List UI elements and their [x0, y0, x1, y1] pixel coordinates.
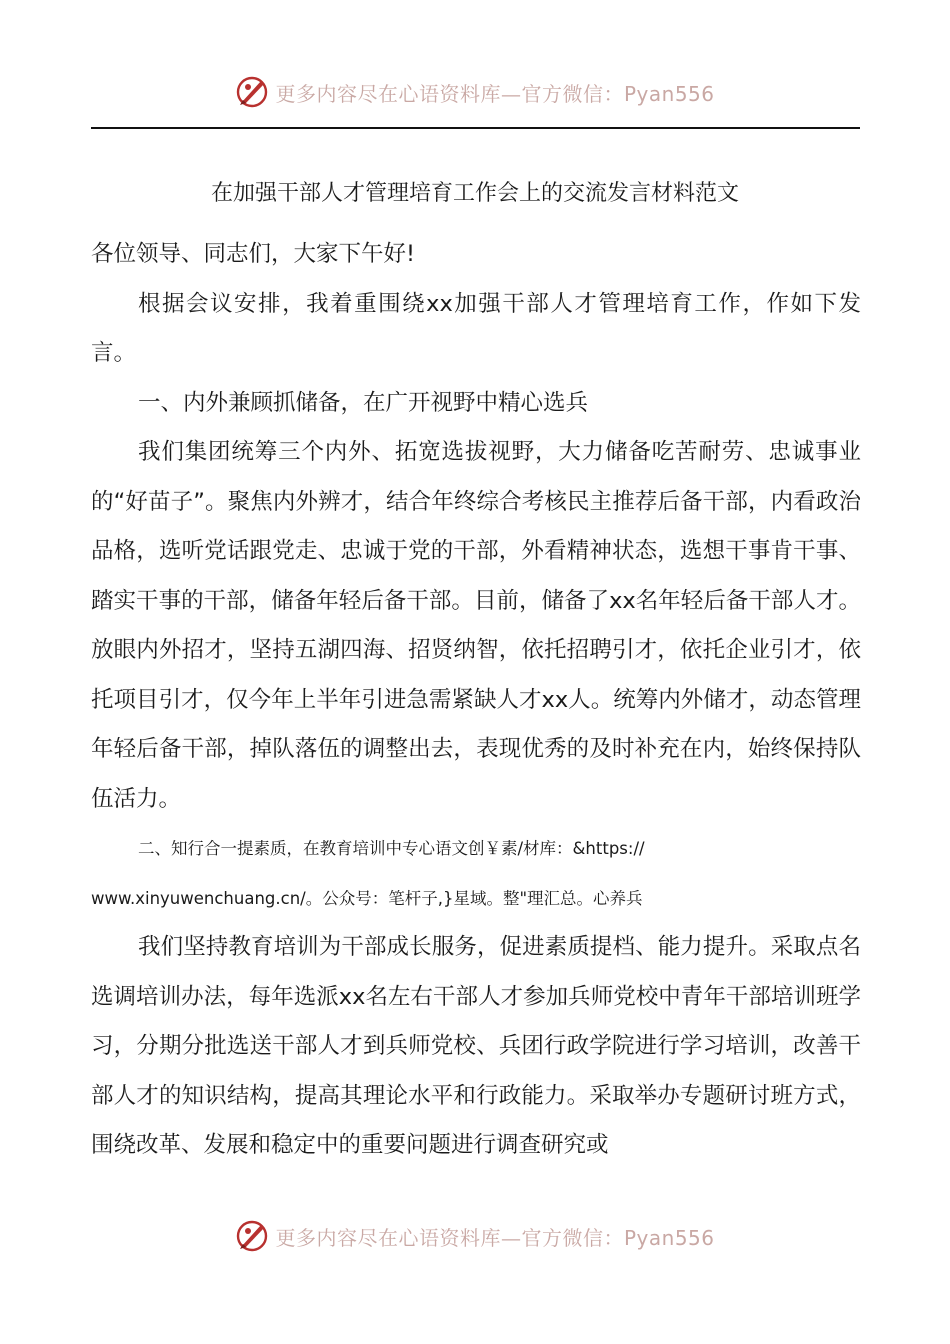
section-2-paragraph: 我们坚持教育培训为干部成长服务，促进素质提档、能力提升。采取点名选调培训办法，每年选派xx名左右干部人才参加兵师党校中青年干部培训班学习，分期分批选送干部人才到兵师党校、兵团行政学院进行学习培训，改善干部人才的知识结构，提高其理论水平和行政能力。采取举办专题研讨班方式，围绕改革、发展和稳定中的重要问题进行调查研究或 [91, 934, 861, 1158]
footer-brand-text [275, 1222, 714, 1251]
intro-paragraph: 根据会议安排，我着重围绕xx加强干部人才管理培育工作，作如下发言。 [91, 290, 861, 366]
pen-logo-icon [235, 75, 269, 109]
document-body [91, 230, 861, 1171]
header-brand-cn: 更多内容尽在心语资料库—官方微信： [275, 81, 624, 106]
footer-brand-cn: 更多内容尽在心语资料库—官方微信： [275, 1225, 624, 1250]
greeting-paragraph: 各位领导、同志们，大家下午好! [91, 241, 416, 267]
footer-brand [235, 1219, 714, 1253]
page-header [0, 62, 950, 122]
section-1-paragraph: 我们集团统筹三个内外、拓宽选拔视野，大力储备吃苦耐劳、忠诚事业的“好苗子”。聚焦内外辨才，结合年终综合考核民主推荐后备干部，内看政治品格，选听党话跟党走、忠诚于党的干部，外看精神状态，选想干事肯干事、踏实干事的干部，储备年轻后备干部。目前，储备了xx名年轻后备干部人才。放眼内外招才，坚持五湖四海、招贤纳智，依托招聘引才，依托企业引才，依托项目引才，仅今年上半年引进急需紧缺人才xx人。统筹内外储才，动态管理年轻后备干部，掉队落伍的调整出去，表现优秀的及时补充在内，始终保持队伍活力。 [91, 439, 861, 812]
page-footer [0, 1206, 950, 1266]
pen-logo-icon [235, 1219, 269, 1253]
header-brand-text [275, 78, 714, 107]
footer-brand-en: Pyan556 [623, 1225, 715, 1250]
header-divider [91, 127, 860, 129]
document-title: 在加强干部人才管理培育工作会上的交流发言材料范文 [210, 181, 739, 206]
section-heading-2-continued: www.xinyuwenchuang.cn/。公众号：笔杆子,}星域。整"理汇总。心养兵 [91, 888, 643, 908]
header-brand [235, 75, 714, 109]
section-heading-1: 一、内外兼顾抓储备，在广开视野中精心选兵 [138, 389, 589, 416]
header-brand-en: Pyan556 [623, 81, 715, 106]
section-heading-2: 二、知行合一提素质，在教育培训中专心语文创￥素/材库：&https:// [138, 839, 645, 858]
